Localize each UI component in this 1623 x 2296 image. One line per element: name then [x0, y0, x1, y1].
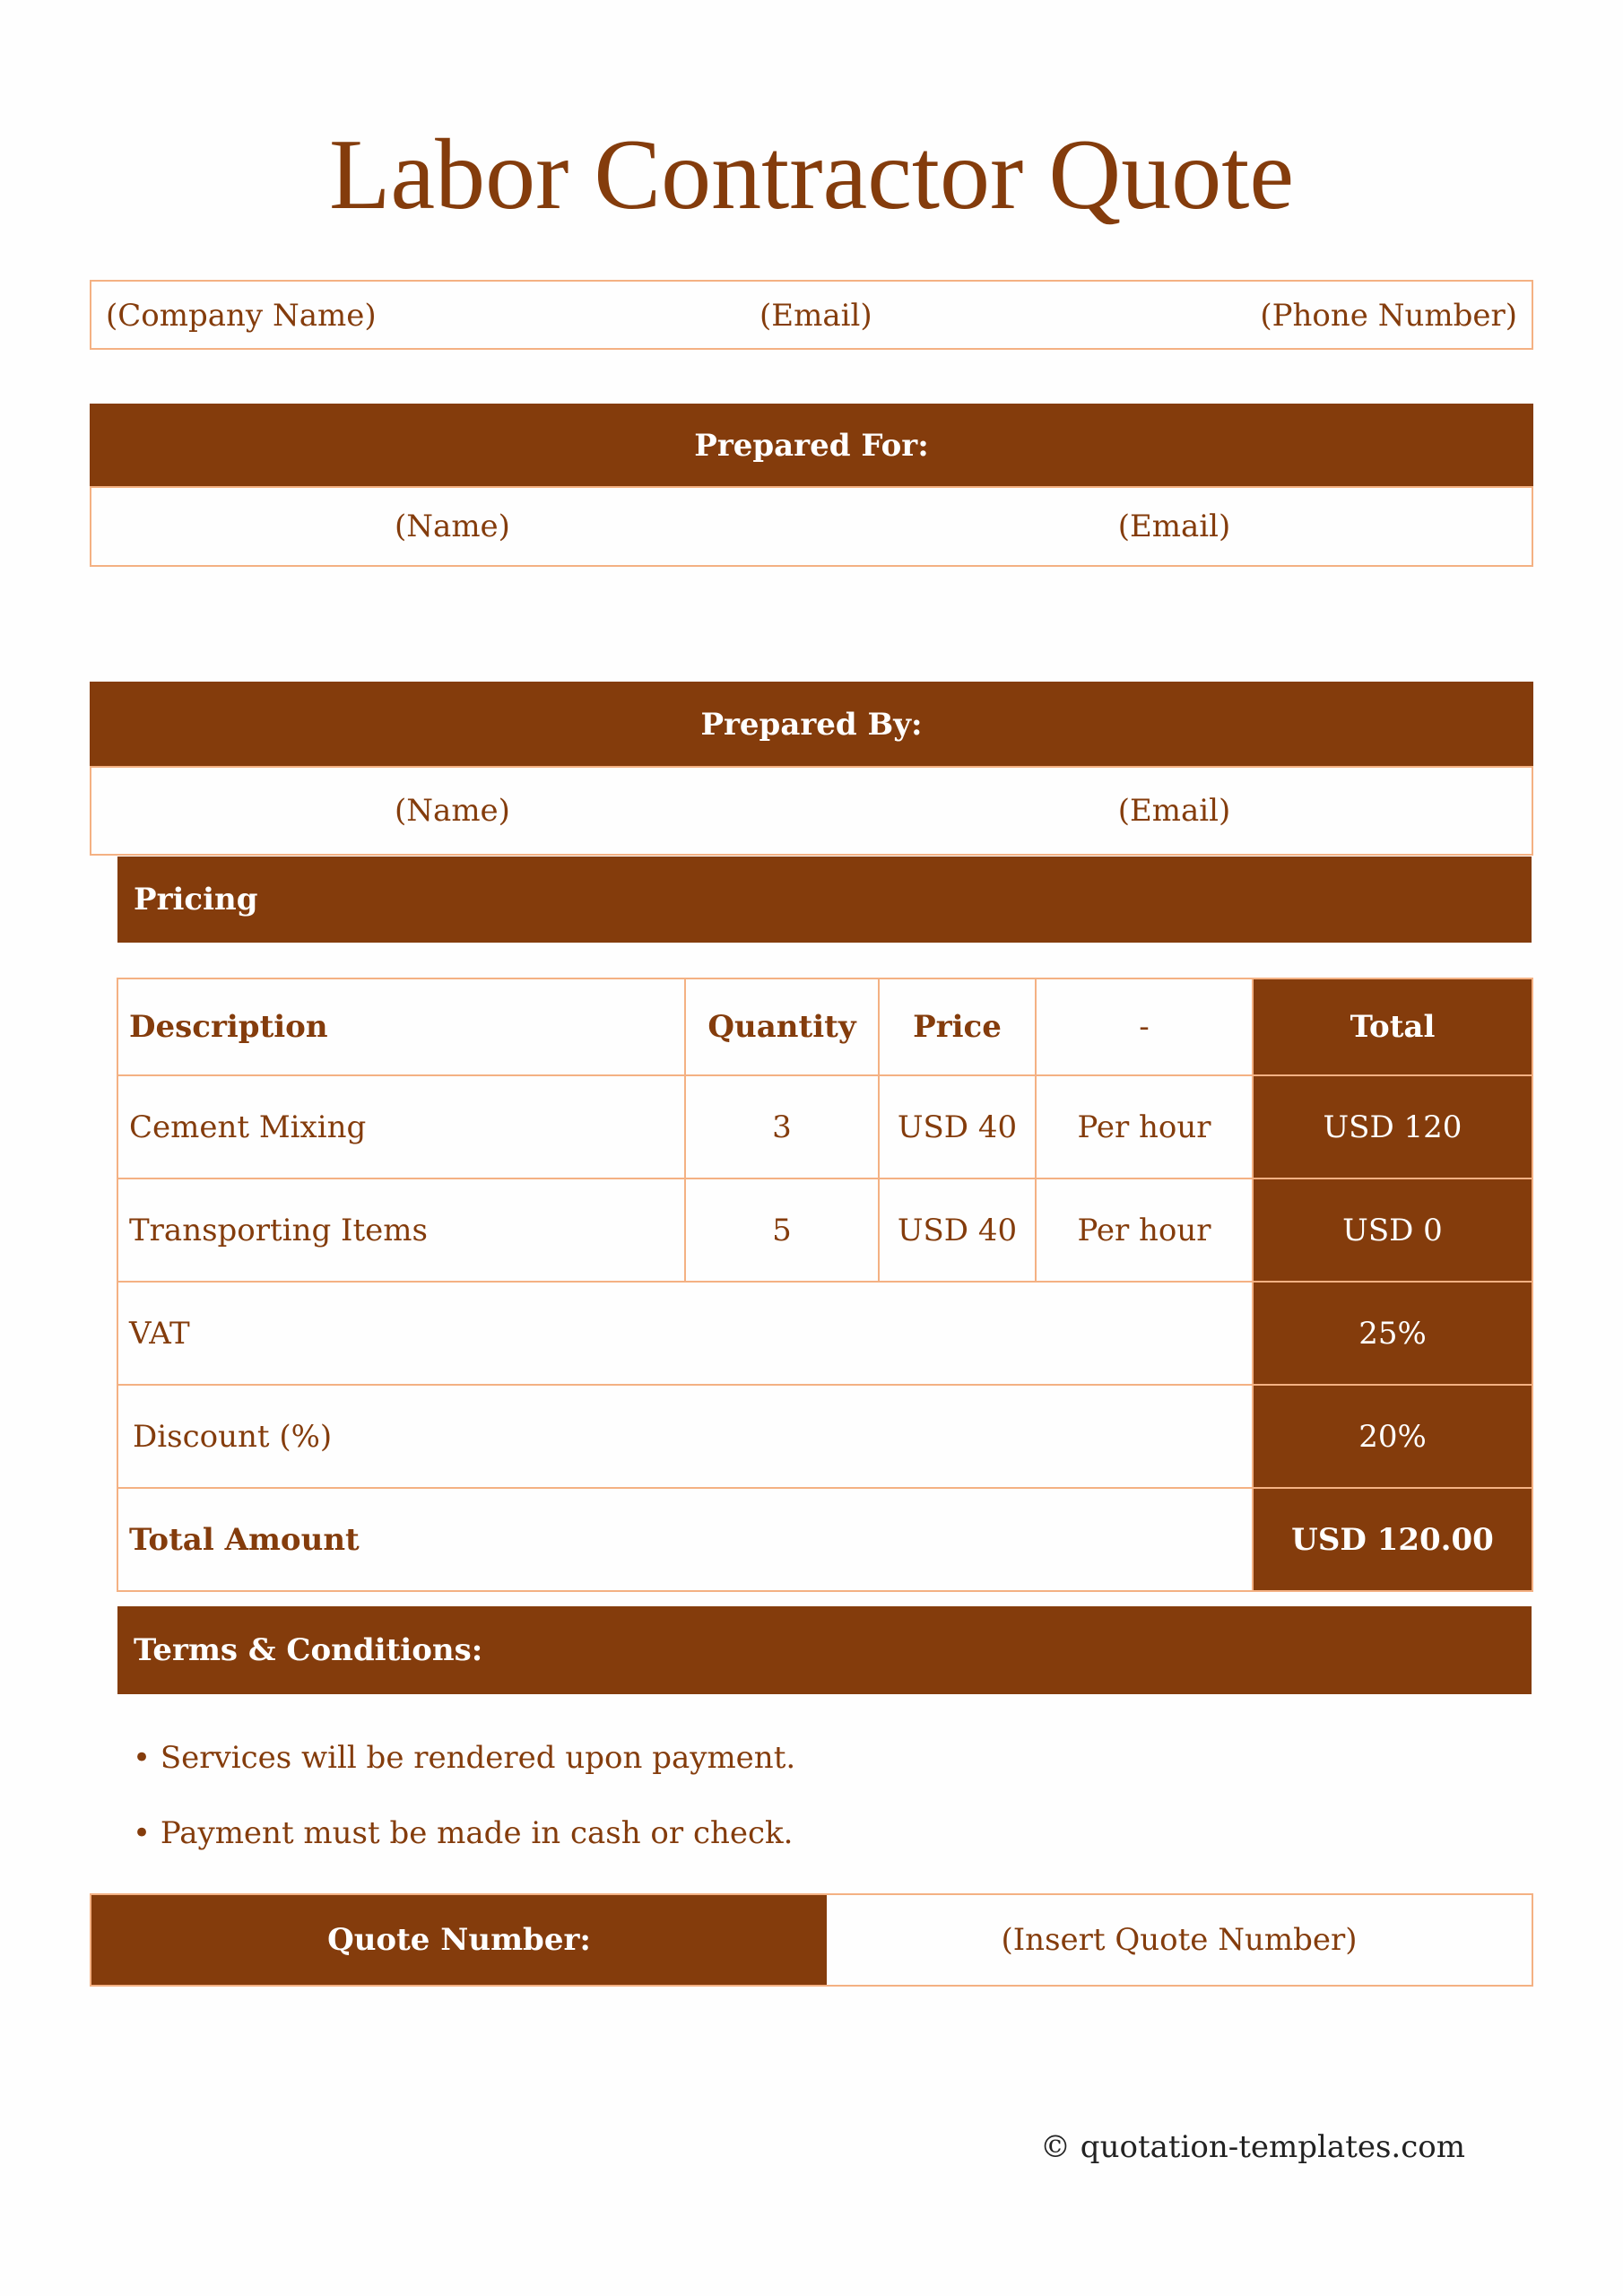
pricing-table	[117, 978, 1533, 1592]
table-row	[117, 1075, 1532, 1178]
col-quantity: Quantity	[685, 978, 879, 1075]
col-price: Price	[879, 978, 1036, 1075]
terms-heading: Terms & Conditions:	[117, 1606, 1532, 1694]
prepared-for-row	[90, 486, 1533, 567]
row-quantity: 3	[685, 1075, 879, 1178]
row-quantity: 5	[685, 1178, 879, 1282]
row-price: USD 40	[879, 1178, 1036, 1282]
discount-value: 20%	[1253, 1385, 1532, 1488]
row-price: USD 40	[879, 1075, 1036, 1178]
vat-row	[117, 1282, 1532, 1385]
quote-number-box	[90, 1893, 1533, 1987]
total-value: USD 120.00	[1253, 1488, 1532, 1591]
prepared-for-email: (Email)	[1117, 509, 1231, 544]
company-info-bar	[90, 280, 1533, 350]
quote-number-value: (Insert Quote Number)	[1001, 1922, 1358, 1958]
discount-label: Discount (%)	[117, 1385, 1253, 1488]
prepared-for-name: (Name)	[395, 509, 510, 544]
terms-item: • Payment must be made in cash or check.	[133, 1815, 794, 1851]
total-row	[117, 1488, 1532, 1591]
pricing-heading: Pricing	[117, 857, 1532, 943]
vat-label: VAT	[117, 1282, 1253, 1385]
company-email: (Email)	[759, 298, 872, 334]
row-unit: Per hour	[1036, 1075, 1253, 1178]
row-total: USD 120	[1253, 1075, 1532, 1178]
quote-number-label: Quote Number:	[91, 1895, 827, 1985]
col-total: Total	[1253, 978, 1532, 1075]
col-unit: -	[1036, 978, 1253, 1075]
prepared-by-heading: Prepared By:	[90, 682, 1533, 768]
table-row	[117, 1178, 1532, 1282]
company-phone: (Phone Number)	[1260, 298, 1517, 334]
prepared-by-name: (Name)	[395, 793, 510, 829]
discount-row	[117, 1385, 1532, 1488]
row-description: Transporting Items	[117, 1178, 685, 1282]
page-title: Labor Contractor Quote	[328, 119, 1295, 230]
row-unit: Per hour	[1036, 1178, 1253, 1282]
vat-value: 25%	[1253, 1282, 1532, 1385]
col-description: Description	[117, 978, 685, 1075]
company-name: (Company Name)	[106, 298, 377, 334]
prepared-for-heading: Prepared For:	[90, 404, 1533, 488]
pricing-header-row	[117, 978, 1532, 1075]
prepared-by-row	[90, 766, 1533, 856]
row-total: USD 0	[1253, 1178, 1532, 1282]
total-label: Total Amount	[117, 1488, 1253, 1591]
prepared-by-email: (Email)	[1117, 793, 1231, 829]
copyright-footer: © quotation-templates.com	[1040, 2129, 1465, 2165]
terms-item: • Services will be rendered upon payment.	[133, 1740, 796, 1776]
row-description: Cement Mixing	[117, 1075, 685, 1178]
